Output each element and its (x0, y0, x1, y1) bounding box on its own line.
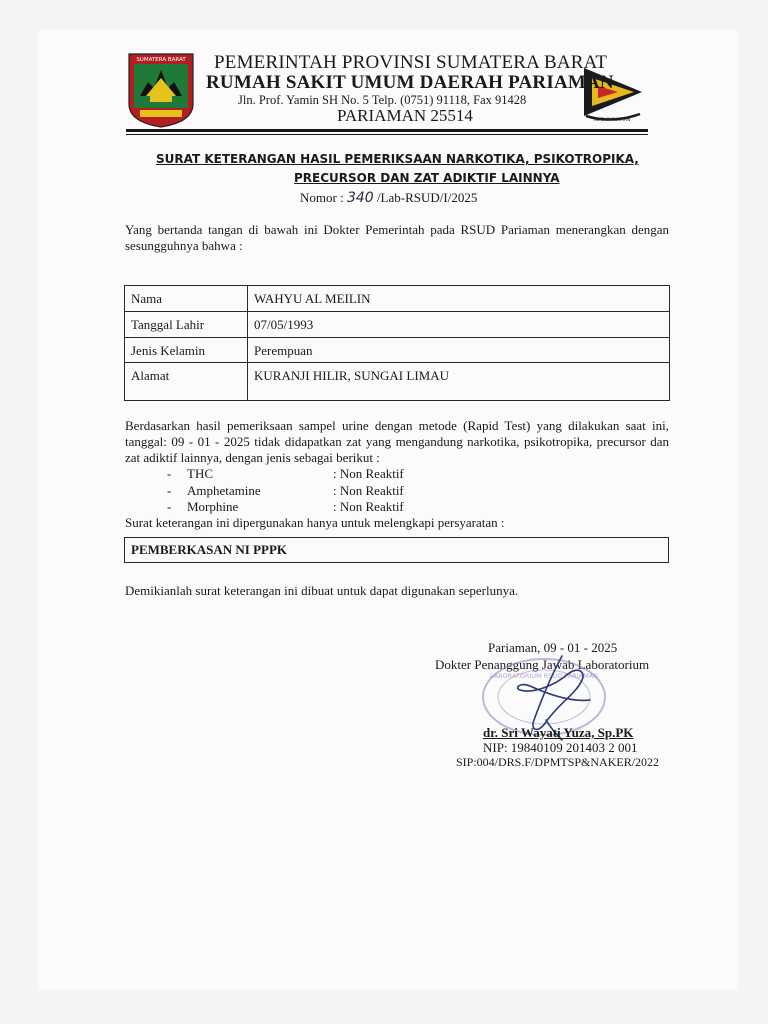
identity-value: KURANJI HILIR, SUNGAI LIMAU (248, 363, 670, 401)
letterhead-rule-thick (126, 129, 648, 132)
identity-label: Tanggal Lahir (125, 312, 248, 338)
test-bullet: - (167, 466, 172, 481)
signature-place-date: Pariaman, 09 - 01 - 2025 (488, 640, 618, 655)
stamp-text: LABORATORIUM RSUD PARIAMAN (489, 672, 599, 680)
document-number (300, 190, 477, 206)
letterhead-rule-thin (126, 134, 648, 135)
test-name: Amphetamine (187, 483, 261, 498)
letterhead-government: PEMERINTAH PROVINSI SUMATERA BARAT (214, 52, 608, 73)
test-name: Morphine (187, 499, 239, 514)
doctor-name: dr. Sri Wayati Yuza, Sp.PK (483, 725, 634, 740)
identity-table (124, 285, 670, 401)
nomor-handwritten: 340 (346, 190, 374, 206)
test-bullet: - (167, 483, 172, 498)
letterhead-city: PARIAMAN 25514 (337, 106, 473, 125)
letterhead-hospital: RUMAH SAKIT UMUM DAERAH PARIAMAN (206, 72, 614, 93)
table-row (125, 338, 670, 363)
doctor-nip: NIP: 19840109 201403 2 001 (483, 740, 638, 755)
identity-label: Nama (125, 286, 248, 312)
identity-label: Jenis Kelamin (125, 338, 248, 363)
nomor-suffix: /Lab-RSUD/I/2025 (376, 190, 478, 205)
identity-label: Alamat (125, 363, 248, 401)
table-row (125, 286, 670, 312)
identity-value: Perempuan (248, 338, 670, 363)
purpose-value: PEMBERKASAN NI PPPK (131, 542, 287, 557)
identity-value: 07/05/1993 (248, 312, 670, 338)
intro-paragraph: Yang bertanda tangan di bawah ini Dokter Pemerintah pada RSUD Pariaman menerangkan dengan sesungguhnya bahwa : (125, 222, 669, 253)
logo-right-text: KOTA PARIAMAN (593, 118, 631, 123)
table-row (125, 363, 670, 401)
test-result: : Non Reaktif (333, 483, 404, 498)
closing-statement: Demikianlah surat keterangan ini dibuat untuk dapat digunakan seperlunya. (125, 583, 519, 598)
signature-role: Dokter Penanggung Jawab Laboratorium (435, 657, 650, 672)
purpose-box (124, 537, 669, 563)
test-bullet: - (167, 499, 172, 514)
document-title-line1: SURAT KETERANGAN HASIL PEMERIKSAAN NARKOTIKA, PSIKOTROPIKA, (156, 152, 639, 166)
province-emblem-logo (126, 52, 196, 128)
document-title-line2: PRECURSOR DAN ZAT ADIKTIF LAINNYA (294, 171, 560, 185)
purpose-intro: Surat keterangan ini dipergunakan hanya untuk melengkapi persyaratan : (125, 515, 505, 530)
table-row (125, 312, 670, 338)
letterhead-address: Jln. Prof. Yamin SH No. 5 Telp. (0751) 91118, Fax 91428 (238, 93, 527, 107)
identity-value: WAHYU AL MEILIN (248, 286, 670, 312)
test-result: : Non Reaktif (333, 466, 404, 481)
test-name: THC (187, 466, 213, 481)
test-result: : Non Reaktif (333, 499, 404, 514)
logo-left-text: SUMATERA BARAT (136, 57, 186, 63)
nomor-label: Nomor : (300, 190, 344, 205)
doctor-sip: SIP:004/DRS.F/DPMTSP&NAKER/2022 (456, 755, 660, 769)
findings-paragraph: Berdasarkan hasil pemeriksaan sampel urine dengan metode (Rapid Test) yang dilakukan saat ini, tanggal: 09 - 01 - 2025 tidak didapatkan zat yang mengandung narkotika, psikotropika, precursor dan zat adiktif lainnya, dengan jenis sebagai berikut : (125, 418, 669, 465)
